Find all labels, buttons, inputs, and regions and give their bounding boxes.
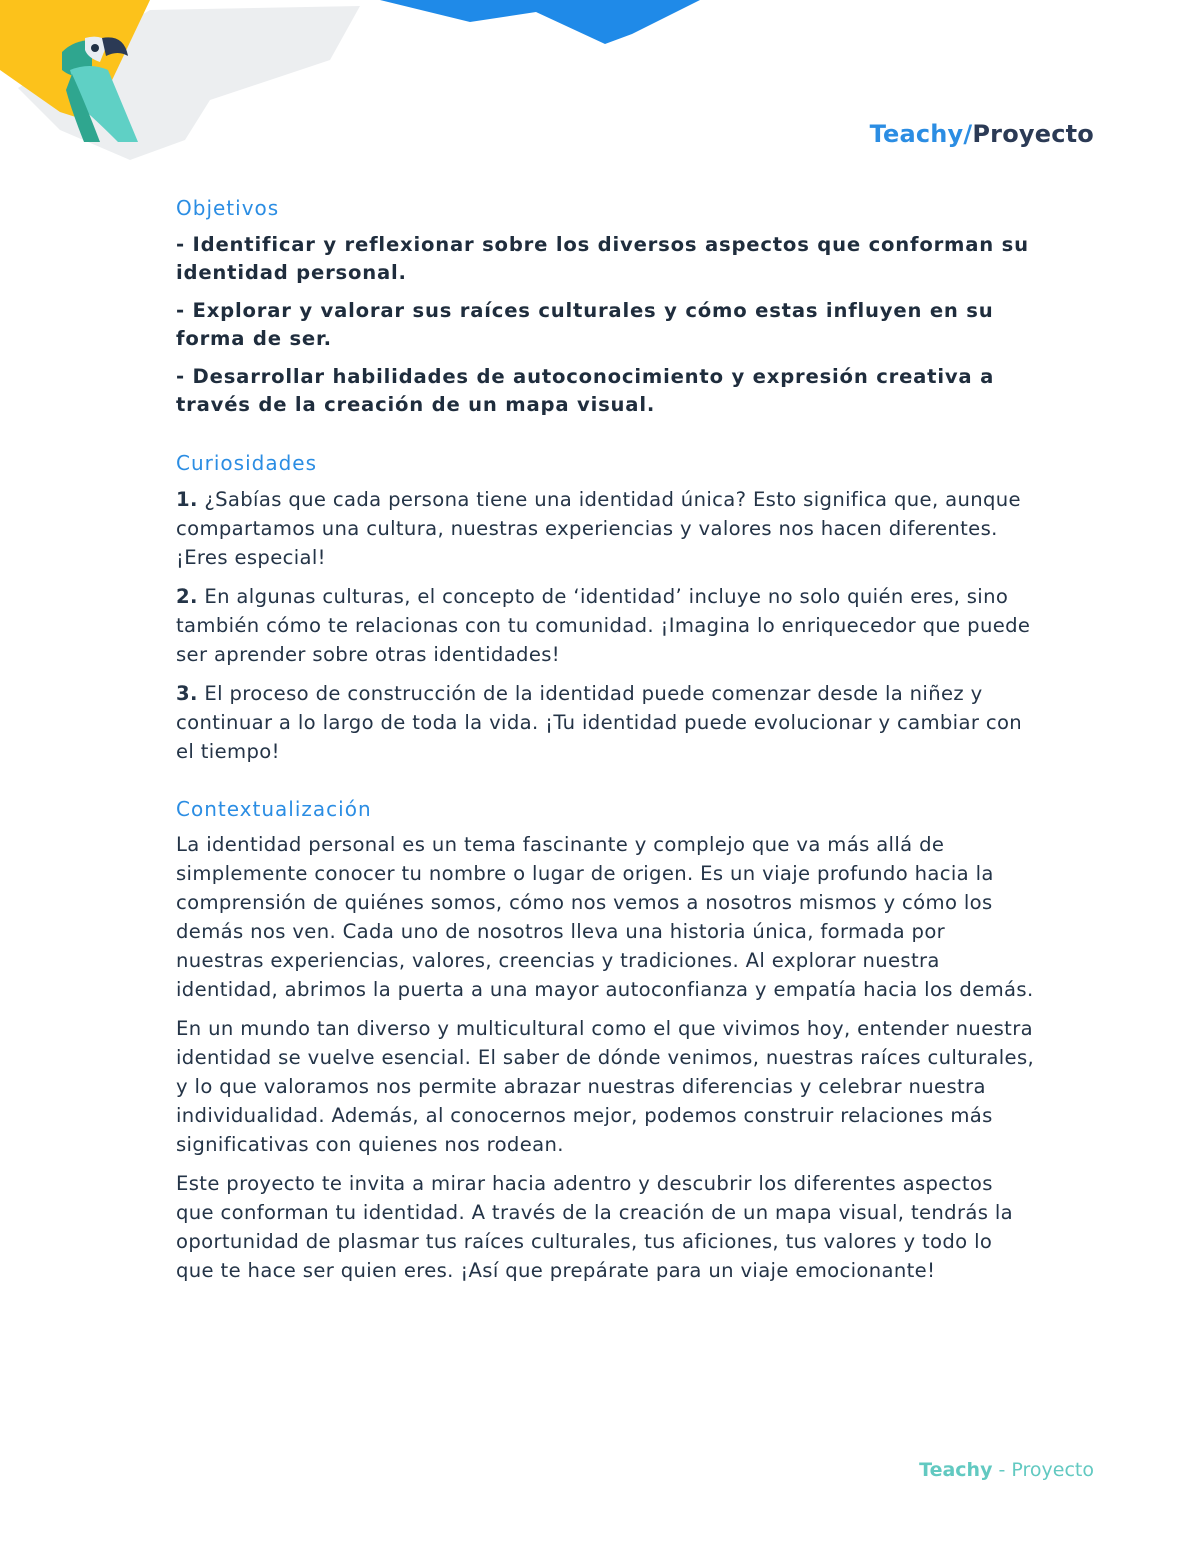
curiosidad-item (176, 485, 1036, 572)
curiosidades-list (176, 485, 1036, 766)
objetivo-item: - Explorar y valorar sus raíces culturales y cómo estas influyen en su forma de ser. (176, 299, 994, 350)
header-brand-name: Teachy/ (869, 120, 973, 148)
curiosidad-text: ¿Sabías que cada persona tiene una identidad única? Esto significa que, aunque compartamos una cultura, nuestras experiencias y valores nos hacen diferentes. ¡Eres especial! (176, 488, 1021, 569)
header-brand (870, 120, 1094, 148)
contextualizacion-heading: Contextualización (176, 797, 372, 821)
header-brand-section: Proyecto (972, 120, 1094, 148)
blue-decor-shape (380, 0, 700, 44)
footer-brand (919, 1459, 1094, 1481)
context-paragraph: Este proyecto te invita a mirar hacia adentro y descubrir los diferentes aspectos que conforman tu identidad. A través de la creación de un mapa visual, tendrás la oportunidad de plasmar tus raíces culturales, tus aficiones, tus valores y todo lo que te hace ser quien eres. ¡Así que prepárate para un viaje emocionante! (176, 1172, 1013, 1282)
objetivo-item: - Identificar y reflexionar sobre los diversos aspectos que conforman su identidad personal. (176, 233, 1029, 284)
context-paragraph: La identidad personal es un tema fascinante y complejo que va más allá de simplemente conocer tu nombre o lugar de origen. Es un viaje profundo hacia la comprensión de quiénes somos, cómo nos vemos a nosotros mismos y cómo los demás nos ven. Cada uno de nosotros lleva una historia única, formada por nuestras experiencias, valores, creencias y tradiciones. Al explorar nuestra identidad, abrimos la puerta a una mayor autoconfianza y empatía hacia los demás. (176, 833, 1034, 1001)
curiosidad-number: 1. (176, 488, 198, 511)
document-body (176, 196, 1036, 1285)
curiosidad-text: El proceso de construcción de la identidad puede comenzar desde la niñez y continuar a lo largo de toda la vida. ¡Tu identidad puede evolucionar y cambiar con el tiempo! (176, 682, 1023, 763)
contextualizacion-body (176, 830, 1036, 1285)
curiosidad-number: 3. (176, 682, 198, 705)
objetivos-heading: Objetivos (176, 196, 280, 220)
footer-brand-section: - Proyecto (992, 1459, 1094, 1481)
curiosidad-text: En algunas culturas, el concepto de ‘identidad’ incluye no solo quién eres, sino también cómo te relacionas con tu comunidad. ¡Imagina lo enriquecedor que puede ser aprender sobre otras identidades! (176, 585, 1031, 666)
header-decoration (0, 0, 760, 170)
objetivos-list (176, 231, 1036, 419)
curiosidad-item (176, 582, 1036, 669)
footer-brand-name: Teachy (919, 1459, 993, 1481)
curiosidad-item (176, 679, 1036, 766)
context-paragraph: En un mundo tan diverso y multicultural como el que vivimos hoy, entender nuestra identidad se vuelve esencial. El saber de dónde venimos, nuestras raíces culturales, y lo que valoramos nos permite abrazar nuestras diferencias y celebrar nuestra individualidad. Además, al conocernos mejor, podemos construir relaciones más significativas con quienes nos rodean. (176, 1017, 1035, 1156)
curiosidades-heading: Curiosidades (176, 451, 318, 475)
curiosidad-number: 2. (176, 585, 198, 608)
objetivo-item: - Desarrollar habilidades de autoconocimiento y expresión creativa a través de la creación de un mapa visual. (176, 365, 995, 416)
